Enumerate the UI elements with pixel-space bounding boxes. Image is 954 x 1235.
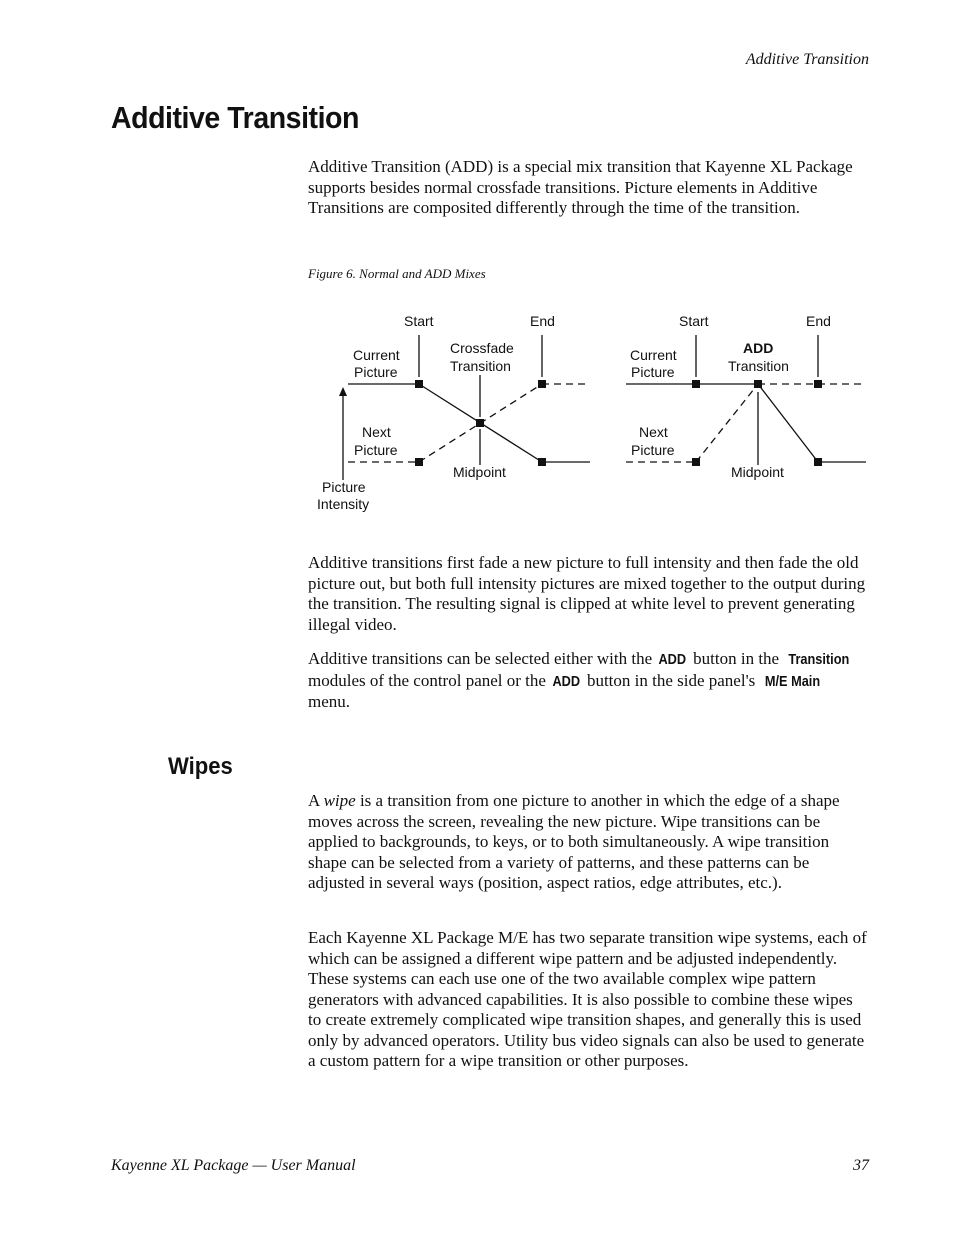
left-midpoint-label: Midpoint bbox=[453, 464, 506, 480]
left-next-label-2: Picture bbox=[354, 442, 398, 458]
intro-paragraph: Additive Transition (ADD) is a special mix transition that Kayenne XL Package supports besides normal crossfade transitions. Picture elements in Additive Transitions are composited differently through the time of the transition. bbox=[308, 157, 853, 217]
wipes-paragraph-1 bbox=[308, 791, 870, 894]
running-header: Additive Transition bbox=[745, 51, 869, 68]
right-start-label: Start bbox=[679, 313, 709, 329]
additive-selection-paragraph bbox=[308, 649, 870, 713]
wipe-term: wipe bbox=[323, 791, 356, 810]
text-run: A bbox=[308, 791, 324, 810]
text-run: Additive transitions can be selected either with the bbox=[308, 649, 657, 668]
me-main-menu-label: M/E Main bbox=[764, 672, 820, 690]
add-button-label: ADD bbox=[552, 672, 581, 690]
wipes-paragraph-2: Each Kayenne XL Package M/E has two separate transition wipe systems, each of which can be assigned a different wipe pattern and be adjusted independently. These systems can each use one of the two available complex wipe pattern generators with advanced capabilities. It is also possible to combine these wipes to create extremely complicated wipe transition shapes, and generally this is used only by advanced operators. Utility bus video signals can also be used to generate a custom pattern for a wipe transition or other purposes. bbox=[308, 928, 867, 1070]
crossfade-diagram bbox=[317, 313, 590, 512]
right-next-label-2: Picture bbox=[631, 442, 675, 458]
add-diagram bbox=[626, 313, 866, 480]
wipes-heading: Wipes bbox=[168, 753, 233, 780]
text-run: menu. bbox=[308, 692, 351, 711]
transition-module-label: Transition bbox=[788, 651, 850, 668]
mix-diagram bbox=[308, 305, 874, 520]
figure-caption: Figure 6. Normal and ADD Mixes bbox=[308, 266, 486, 281]
text-run: modules of the control panel or the bbox=[308, 670, 551, 690]
left-current-label-2: Picture bbox=[354, 364, 398, 380]
right-transition-label-1: ADD bbox=[743, 340, 774, 356]
text-run: is a transition from one picture to another in which the edge of a shape moves across the screen, revealing the new picture. Wipe transitions can be applied to backgrounds, to keys, or to both simultaneously. A wipe transition shape can be selected from a variety of patterns, and these patterns can be adjusted in several ways (position, aspect ratios, edge attributes, etc.). bbox=[308, 791, 840, 892]
page-number: 37 bbox=[853, 1157, 869, 1174]
right-current-label-2: Picture bbox=[631, 364, 675, 380]
right-current-label-1: Current bbox=[630, 347, 677, 363]
left-current-label-1: Current bbox=[353, 347, 400, 363]
intensity-label-2: Intensity bbox=[317, 496, 370, 512]
right-end-label: End bbox=[806, 313, 831, 329]
right-midpoint-label: Midpoint bbox=[731, 464, 784, 480]
right-next-label-1: Next bbox=[639, 424, 668, 440]
add-button-label: ADD bbox=[658, 651, 687, 668]
left-start-label: Start bbox=[404, 313, 434, 329]
left-end-label: End bbox=[530, 313, 555, 329]
text-run: button in the side panel's bbox=[582, 670, 760, 690]
right-transition-label-2: Transition bbox=[728, 358, 789, 374]
text-run: button in the bbox=[688, 649, 784, 668]
section-title: Additive Transition bbox=[111, 100, 359, 135]
intensity-label-1: Picture bbox=[322, 479, 366, 495]
left-transition-label-2: Transition bbox=[450, 358, 511, 374]
left-transition-label-1: Crossfade bbox=[450, 340, 514, 356]
additive-description-paragraph: Additive transitions first fade a new picture to full intensity and then fade the old picture out, but both full intensity pictures are mixed together to the output during the transition. The resulting signal is clipped at white level to prevent generating illegal video. bbox=[308, 553, 866, 634]
left-next-label-1: Next bbox=[362, 424, 391, 440]
footer-manual-title: Kayenne XL Package — User Manual bbox=[111, 1157, 356, 1174]
